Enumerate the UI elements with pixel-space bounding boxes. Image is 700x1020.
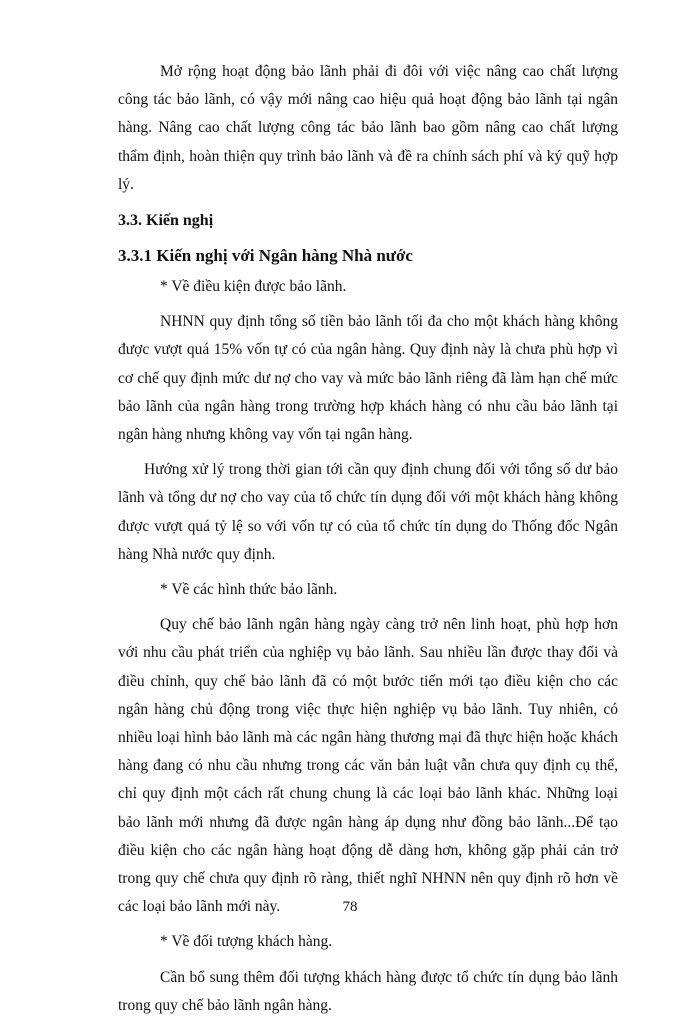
subsection-heading: 3.3.1 Kiến nghị với Ngân hàng Nhà nước: [118, 246, 413, 266]
item2-heading: * Về các hình thức bảo lãnh.: [160, 581, 338, 599]
intro-paragraph: Mở rộng hoạt động bảo lãnh phải đi đôi với việc nâng cao chất lượng công tác bảo lãnh, có vậy mới nâng cao hiệu quả hoạt động bảo lãnh tại ngân hàng. Nâng cao chất lượng công tác bảo lãnh bao gồm nâng cao chất lượng thẩm định, hoàn thiện quy trình bảo lãnh và đề ra chính sách phí và ký quỹ hợp lý.: [118, 63, 618, 193]
item1-paragraph-2: Hướng xử lý trong thời gian tới cần quy định chung đối với tổng số dư bảo lãnh và tổng dư nợ cho vay của tổ chức tín dụng đối với một khách hàng không được vượt quá tỷ lệ so với vốn tự có của tổ chức tín dụng do Thống đốc Ngân hàng Nhà nước quy định.: [118, 461, 618, 563]
item1-heading: * Về điều kiện được bảo lãnh.: [160, 278, 347, 296]
document-page: [118, 58, 618, 1020]
item3-heading: * Về đối tượng khách hàng.: [160, 933, 333, 951]
section-heading: 3.3. Kiến nghị: [118, 212, 214, 230]
item2-paragraph: Quy chế bảo lãnh ngân hàng ngày càng trở nên linh hoạt, phù hợp hơn với nhu cầu phát triển của nghiệp vụ bảo lãnh. Sau nhiều lần được thay đổi và điều chỉnh, quy chế bảo lãnh đã có một bước tiến mới tạo điều kiện cho các ngân hàng chủ động trong việc thực hiện nghiệp vụ bảo lãnh. Tuy nhiên, có nhiều loại hình bảo lãnh mà các ngân hàng thương mại đã thực hiện hoặc khách hàng đang có nhu cầu nhưng trong các văn bản luật vẫn chưa quy định cụ thể, chỉ quy định một cách rất chung chung là các loại bảo lãnh khác. Những loại bảo lãnh mới nhưng đã được ngân hàng áp dụng như đồng bảo lãnh...Để tạo điều kiện cho các ngân hàng hoạt động dễ dàng hơn, không gặp phải cản trở trong quy chế chưa quy định rõ ràng, thiết nghĩ NHNN nên quy định rõ hơn về các loại bảo lãnh mới này.: [118, 616, 618, 916]
page-number: 78: [342, 899, 358, 915]
item1-paragraph-1: NHNN quy định tổng số tiền bảo lãnh tối đa cho một khách hàng không được vượt quá 15% vốn tự có của ngân hàng. Quy định này là chưa phù hợp vì cơ chế quy định mức dư nợ cho vay và mức bảo lãnh riêng đã làm hạn chế mức bảo lãnh của ngân hàng trong trường hợp khách hàng có nhu cầu bảo lãnh tại ngân hàng nhưng không vay vốn tại ngân hàng.: [118, 313, 618, 444]
item3-paragraph: Cần bổ sung thêm đối tượng khách hàng được tổ chức tín dụng bảo lãnh trong quy chế bảo lãnh ngân hàng.: [118, 968, 618, 1014]
